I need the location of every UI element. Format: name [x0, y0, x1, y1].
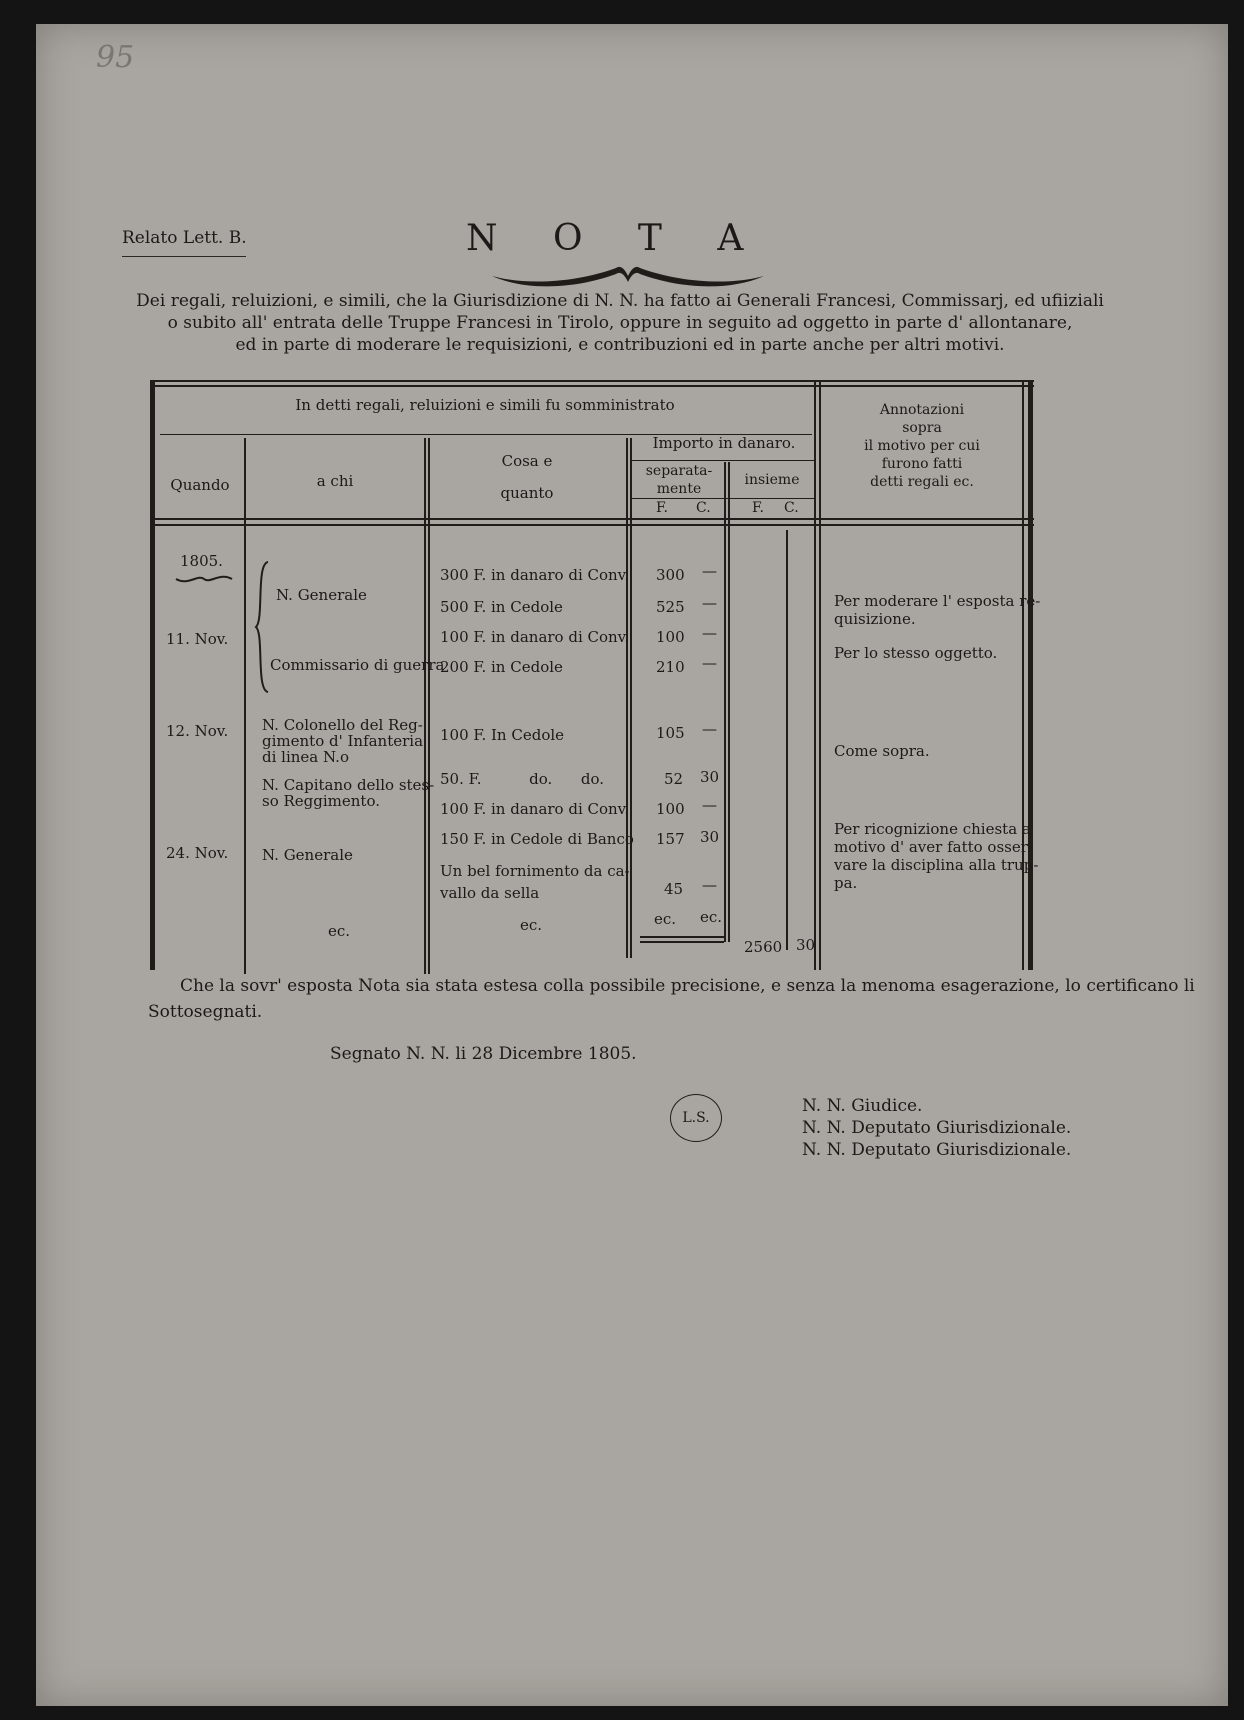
note-1a: Per moderare l' esposta re- [834, 592, 1041, 610]
sum-rule-2 [640, 941, 724, 943]
recipient-4a: N. Capitano dello stes- [262, 776, 435, 794]
florins-4: 210 [656, 658, 685, 676]
pencil-page-number: 95 [96, 40, 135, 75]
relato-underline [122, 256, 246, 257]
cents-1: — [702, 562, 717, 580]
cents-ec: ec. [700, 908, 723, 926]
header-importo: Importo in danaro. [652, 434, 796, 452]
date-24-nov: 24. Nov. [166, 844, 229, 862]
seal-label: L.S. [682, 1110, 710, 1126]
signatory-1: N. N. Giudice. [802, 1096, 923, 1116]
col-rule-cosa [626, 438, 628, 958]
item-2: 500 F. in Cedole [440, 598, 563, 616]
date-12-nov: 12. Nov. [166, 722, 229, 740]
item-9b: vallo da sella [440, 884, 540, 902]
header-cosa-2: quanto [500, 484, 554, 502]
header-annotazioni-3: il motivo per cui [864, 438, 980, 454]
recipient-1: N. Generale [276, 586, 367, 604]
item-1: 300 F. in danaro di Conv. [440, 566, 630, 584]
recipient-3c: di linea N.o [262, 748, 349, 766]
item-4: 200 F. in Cedole [440, 658, 563, 676]
header-bottom-rule [150, 518, 1034, 520]
intro-line-3: ed in parte di moderare le requisizioni, e contribuzioni ed in parte anche per altri motivi. [235, 335, 1005, 355]
item-5: 100 F. In Cedole [440, 726, 565, 744]
units-rule [632, 498, 814, 499]
cents-6: 30 [700, 768, 720, 786]
year-flourish-ornament [174, 572, 234, 586]
header-annotazioni-4: furono fatti [881, 456, 963, 472]
florins-9: 45 [664, 880, 684, 898]
col-rule-annotazioni-2 [819, 380, 821, 970]
cents-9: — [702, 876, 717, 894]
florins-7: 100 [656, 800, 685, 818]
note-4a: Per ricognizione chiesta a [834, 820, 1031, 838]
florins-8: 157 [656, 830, 685, 848]
recipient-3a: N. Colonello del Reg- [262, 716, 423, 734]
florins-6: 52 [664, 770, 684, 788]
florins-1: 300 [656, 566, 685, 584]
header-separatamente-1: separata- [645, 463, 713, 479]
item-8: 150 F. in Cedole di Banco [440, 830, 634, 848]
header-quando: Quando [170, 476, 230, 494]
recipient-3b: gimento d' Infanteria [262, 732, 424, 750]
unit-c-separatamente: C. [696, 500, 711, 516]
header-cosa-1: Cosa e [501, 452, 553, 470]
recipient-2: Commissario di guerra [270, 656, 445, 674]
signatory-2: N. N. Deputato Giurisdizionale. [802, 1118, 1072, 1138]
header-bottom-rule-2 [150, 524, 1034, 526]
intro-line-2: o subito all' entrata delle Truppe Francesi in Tirolo, oppure in seguito ad oggetto in parte d' allontanare, [167, 313, 1073, 333]
recipient-4b: so Reggimento. [262, 792, 380, 810]
col-rule-insieme-c [786, 530, 788, 950]
item-9a: Un bel fornimento da ca- [440, 862, 630, 880]
item-6: 50. F. do. do. [440, 770, 605, 788]
header-annotazioni-5: detti regali ec. [870, 474, 974, 490]
header-annotazioni-2: sopra [902, 420, 942, 436]
note-1b: quisizione. [834, 610, 916, 628]
certification-line-1: Che la sovr' esposta Nota sia stata estesa colla possibile precisione, e senza la menoma esagerazione, lo certificano li [180, 976, 1195, 996]
recipient-brace [252, 560, 272, 694]
seal-ls [670, 1094, 722, 1142]
total-cents: 30 [796, 936, 816, 954]
cents-4: — [702, 654, 717, 672]
total-florins: 2560 [744, 938, 783, 956]
sum-rule [640, 936, 724, 938]
cents-5: — [702, 720, 717, 738]
signed-date: Segnato N. N. li 28 Dicembre 1805. [330, 1044, 637, 1064]
unit-f-insieme: F. [752, 500, 764, 516]
unit-f-separatamente: F. [656, 500, 668, 516]
group-header: In detti regali, reluizioni e simili fu somministrato [295, 396, 675, 414]
date-11-nov: 11. Nov. [166, 630, 229, 648]
item-7: 100 F. in danaro di Conv. [440, 800, 630, 818]
header-separatamente-2: mente [656, 481, 702, 497]
florins-ec: ec. [654, 910, 677, 928]
importo-rule [632, 460, 814, 461]
florins-5: 105 [656, 724, 685, 742]
table-left-border [150, 380, 155, 970]
cents-8: 30 [700, 828, 720, 846]
page-title: N O T A [466, 218, 766, 259]
item-3: 100 F. in danaro di Conv. [440, 628, 630, 646]
recipient-5: N. Generale [262, 846, 353, 864]
florins-3: 100 [656, 628, 685, 646]
relato-label: Relato Lett. B. [122, 228, 247, 248]
year: 1805. [180, 552, 223, 570]
florins-2: 525 [656, 598, 685, 616]
signatory-3: N. N. Deputato Giurisdizionale. [802, 1140, 1072, 1160]
table-right-border-inner [1022, 380, 1024, 970]
cents-2: — [702, 594, 717, 612]
cents-3: — [702, 624, 717, 642]
intro-line-1: Dei regali, reluizioni, e simili, che la Giurisdizione di N. N. ha fatto ai Generali Francesi, Commissarj, ed ufiiziali [136, 291, 1104, 311]
note-3: Come sopra. [834, 742, 930, 760]
table-right-border [1028, 380, 1033, 970]
certification-line-2: Sottosegnati. [148, 1002, 263, 1022]
col-rule-annotazioni [814, 380, 816, 970]
cents-7: — [702, 796, 717, 814]
note-2: Per lo stesso oggetto. [834, 644, 998, 662]
col-rule-cosa-2 [630, 438, 632, 958]
item-ec: ec. [520, 916, 543, 934]
header-annotazioni-1: Annotazioni [879, 402, 965, 418]
unit-c-insieme: C. [784, 500, 799, 516]
header-insieme: insieme [744, 472, 800, 488]
header-a-chi: a chi [316, 472, 354, 490]
note-4b: motivo d' aver fatto osser- [834, 838, 1033, 856]
table-top-rule [150, 380, 1034, 382]
recipient-ec: ec. [328, 922, 351, 940]
col-rule-separatamente-2 [728, 462, 730, 942]
table-top-rule-2 [150, 385, 1034, 387]
col-rule-separatamente [724, 462, 726, 942]
note-4d: pa. [834, 874, 858, 892]
note-4c: vare la disciplina alla trup- [834, 856, 1039, 874]
